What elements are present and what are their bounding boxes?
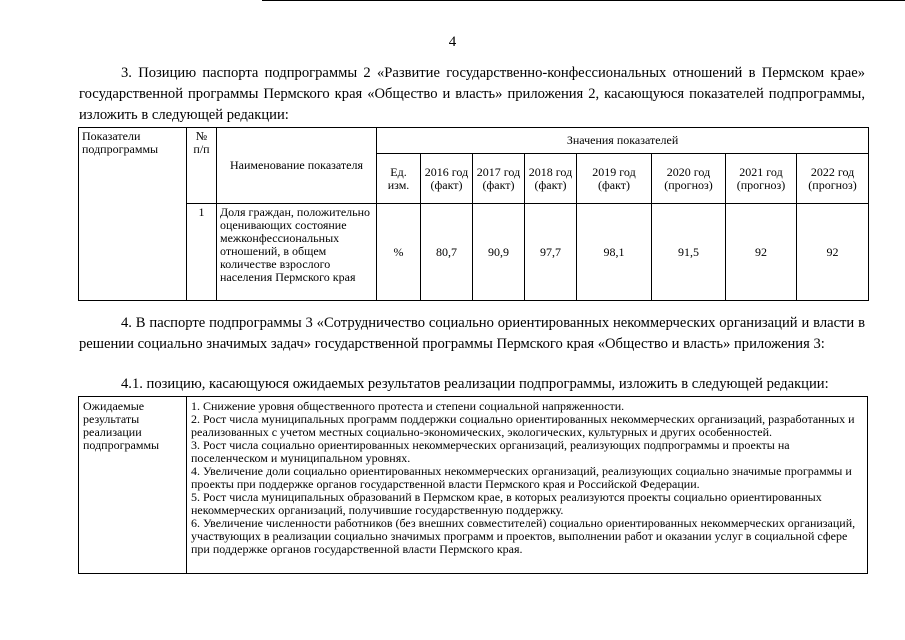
indicator-name: Доля граждан, положительно оценивающих состояние межконфессиональных отношений, в общем количестве взрослого населения Пермского края [217, 204, 377, 301]
row-number: 1 [187, 204, 217, 301]
section-4-text: 4. В паспорте подпрограммы 3 «Сотрудничество социально ориентированных некоммерческих организаций и власти в решении социально значимых задач» государственной программы Пермского края «Общество и власть» приложения 3: [79, 315, 865, 352]
value-2021: 92 [726, 204, 797, 301]
unit-header: Ед. изм. [377, 154, 421, 204]
unit-value: % [377, 204, 421, 301]
results-label-cell [79, 397, 187, 574]
value-2019: 98,1 [577, 204, 652, 301]
result-item-4: 4. Увеличение доли социально ориентированных некоммерческих организаций, реализующих социально значимые программы и проекты при поддержке органов государственной власти Пермского края и Российской Федерации. [191, 464, 852, 491]
result-item-3: 3. Рост числа социально ориентированных некоммерческих организаций, реализующих подпрограммы и проекты на поселенческом и муниципальном уровнях. [191, 438, 790, 465]
table-row [79, 204, 869, 301]
results-table [78, 396, 868, 574]
value-2016: 80,7 [421, 204, 473, 301]
section-4-1-text: 4.1. позицию, касающуюся ожидаемых результатов реализации подпрограммы, изложить в следующей редакции: [121, 376, 829, 392]
year-2016-header: 2016 год (факт) [421, 154, 473, 204]
page-number: 4 [448, 34, 457, 50]
num-header-cell [187, 128, 217, 204]
year-2020-header: 2020 год (прогноз) [652, 154, 726, 204]
indicators-label: Показатели подпрограммы [82, 129, 159, 156]
year-2022-header: 2022 год (прогноз) [797, 154, 869, 204]
value-2017: 90,9 [473, 204, 525, 301]
value-2018: 97,7 [525, 204, 577, 301]
year-2017-header: 2017 год (факт) [473, 154, 525, 204]
value-2022: 92 [797, 204, 869, 301]
name-header: Наименование показателя [230, 158, 363, 172]
values-header: Значения показателей [566, 133, 679, 147]
result-item-2: 2. Рост числа муниципальных программ поддержки социально ориентированных некоммерческих организаций, разработанных и реализованных с учетом местных социально-экономических, экологических, культурных и других особенностей. [191, 412, 855, 439]
year-2018-header: 2018 год (факт) [525, 154, 577, 204]
result-item-5: 5. Рост числа муниципальных образований в Пермском крае, в которых реализуются проекты социально ориентированных некоммерческих организаций, получившие государственную поддержку. [191, 490, 822, 517]
results-label: Ожидаемые результаты реализации подпрограммы [83, 399, 160, 452]
indicators-label-cell [79, 128, 187, 301]
values-header-cell [377, 128, 869, 154]
year-2019-header: 2019 год (факт) [577, 154, 652, 204]
result-item-6: 6. Увеличение численности работников (без внешних совместителей) социально ориентированных некоммерческих организаций, участвующих в реализации социально значимых программ и проектов, выполнении работ и оказании услуг в социальной сфере при поддержке органов государственной власти Пермского края. [191, 516, 856, 556]
indicators-table [78, 127, 869, 301]
num-header: № п/п [193, 129, 210, 156]
value-2020: 91,5 [652, 204, 726, 301]
top-border-line [262, 0, 905, 1]
name-header-cell [217, 128, 377, 204]
result-item-1: 1. Снижение уровня общественного протеста и степени социальной напряженности. [191, 399, 625, 413]
results-items-cell [187, 397, 868, 574]
section-3-text: 3. Позицию паспорта подпрограммы 2 «Развитие государственно-конфессиональных отношений в Пермском крае» государственной программы Пермского края «Общество и власть» приложения 2, касающуюся показателей подпрограммы, изложить в следующей редакции: [79, 65, 865, 123]
year-2021-header: 2021 год (прогноз) [726, 154, 797, 204]
